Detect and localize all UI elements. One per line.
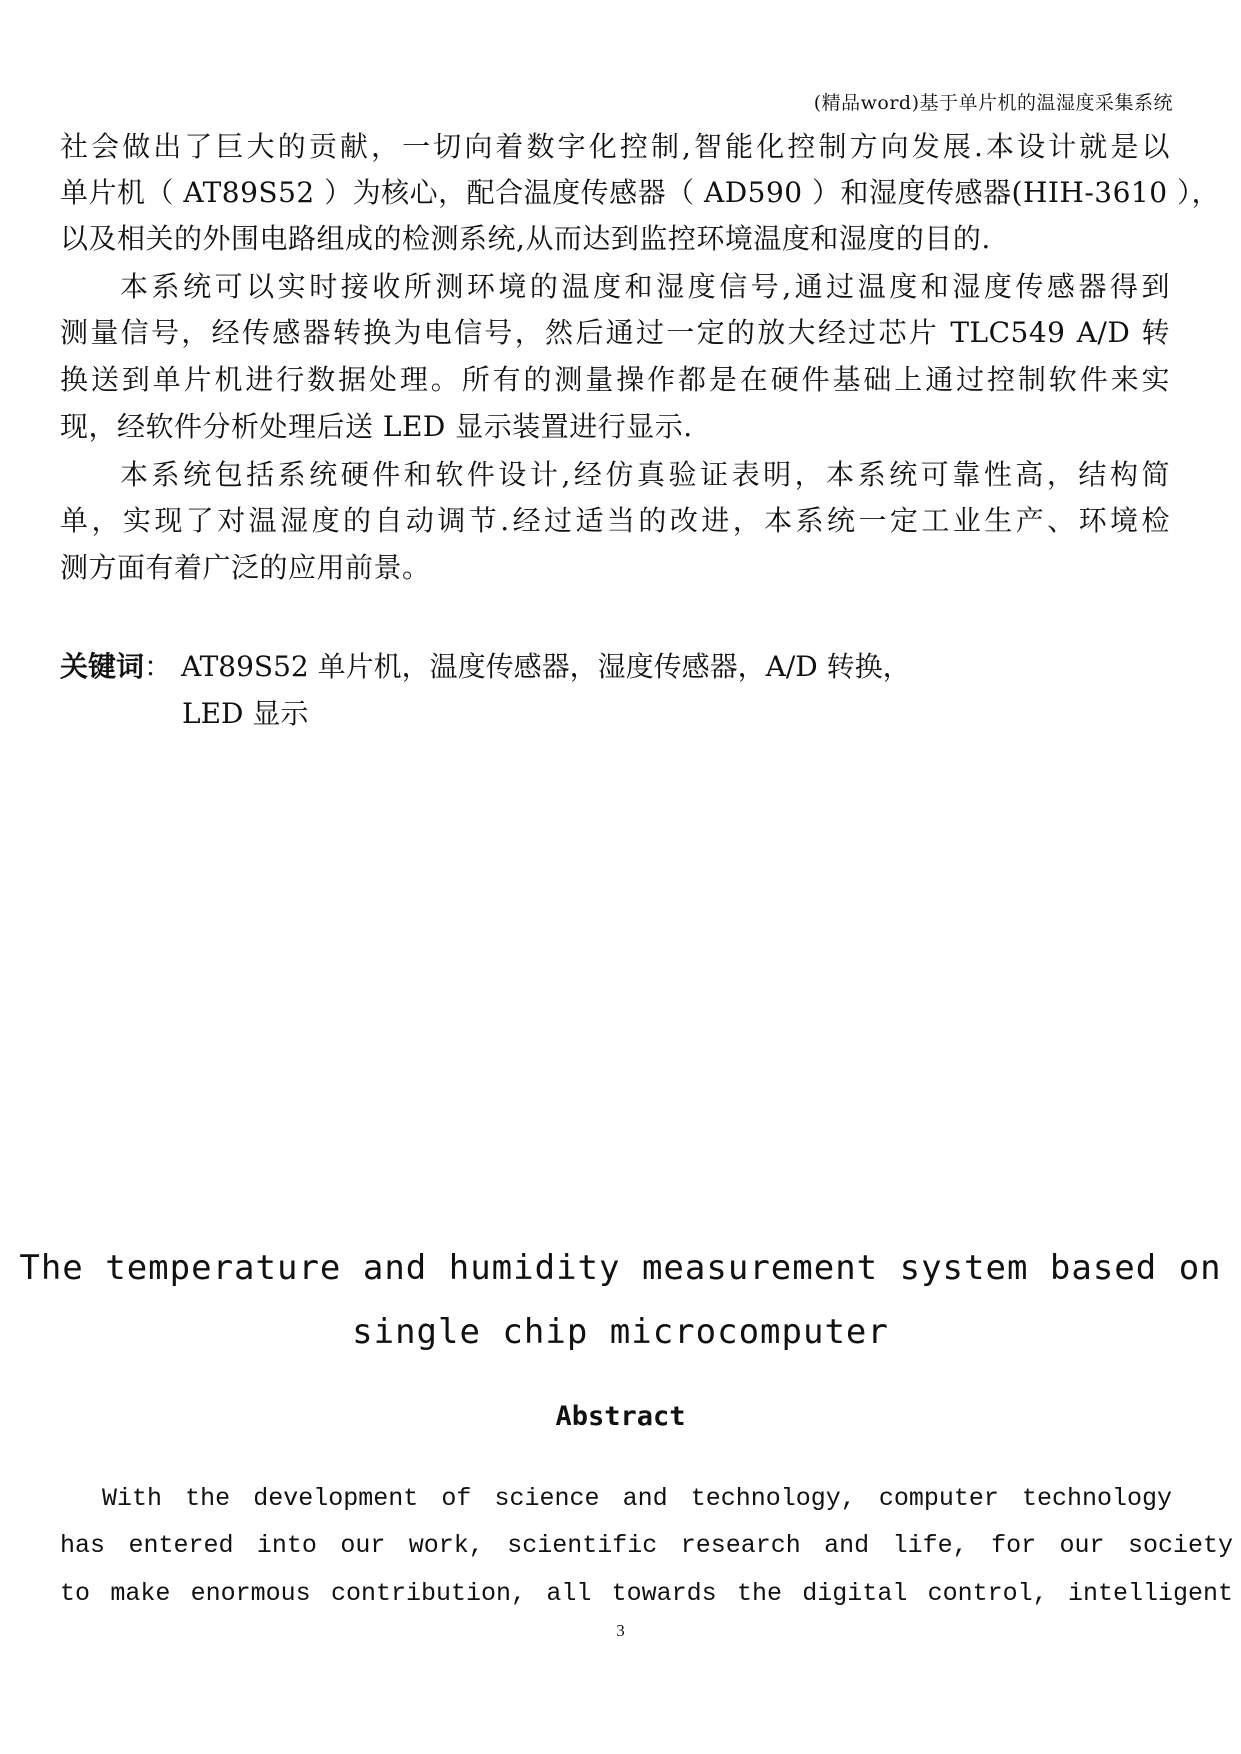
keywords-row xyxy=(60,650,911,684)
cn-line: 以及相关的外围电路组成的检测系统,从而达到监控环境温度和湿度的目的. xyxy=(60,222,991,255)
cn-line: 本系统可以实时接收所测环境的温度和湿度信号,通过温度和湿度传感器得到 xyxy=(120,270,1170,303)
en-line: to make enormous contribution, all towards the digital control, intelligent xyxy=(60,1579,1233,1608)
cn-line: 单片机（ AT89S52 ）为核心，配合温度传感器（ AD590 ）和湿度传感器(HIH-3610 ）， xyxy=(60,176,1220,209)
cn-line: 现，经软件分析处理后送 LED 显示装置进行显示. xyxy=(60,410,693,443)
keywords-list: AT89S52 单片机，温度传感器，湿度传感器，A/D 转换， xyxy=(180,650,911,683)
cn-line: 本系统包括系统硬件和软件设计,经仿真验证表明，本系统可靠性高，结构简 xyxy=(120,458,1170,491)
en-line: has entered into our work, scientific research and life, for our society xyxy=(60,1531,1233,1560)
english-title-line1: The temperature and humidity measurement system based on xyxy=(19,1248,1222,1288)
cn-line: 换送到单片机进行数据处理。所有的测量操作都是在硬件基础上通过控制软件来实 xyxy=(60,363,1170,396)
cn-line: 测量信号，经传感器转换为电信号，然后通过一定的放大经过芯片 TLC549 A/D 转 xyxy=(60,316,1170,349)
keywords-label: 关键词 xyxy=(60,650,145,683)
keywords-row-continued: LED 显示 xyxy=(182,697,309,730)
cn-line: 社会做出了巨大的贡献，一切向着数字化控制,智能化控制方向发展.本设计就是以 xyxy=(60,130,1170,163)
abstract-heading: Abstract xyxy=(555,1401,686,1432)
page-number: 3 xyxy=(616,1621,625,1640)
en-line: With the development of science and technology, computer technology xyxy=(102,1484,1172,1513)
cn-line: 测方面有着广泛的应用前景。 xyxy=(60,551,431,584)
english-title-line2: single chip microcomputer xyxy=(352,1312,889,1352)
cn-line: 单，实现了对温湿度的自动调节.经过适当的改进，本系统一定工业生产、环境检 xyxy=(60,504,1170,537)
keywords-separator: ： xyxy=(144,650,173,683)
running-header: (精品word)基于单片机的温湿度采集系统 xyxy=(813,92,1173,114)
